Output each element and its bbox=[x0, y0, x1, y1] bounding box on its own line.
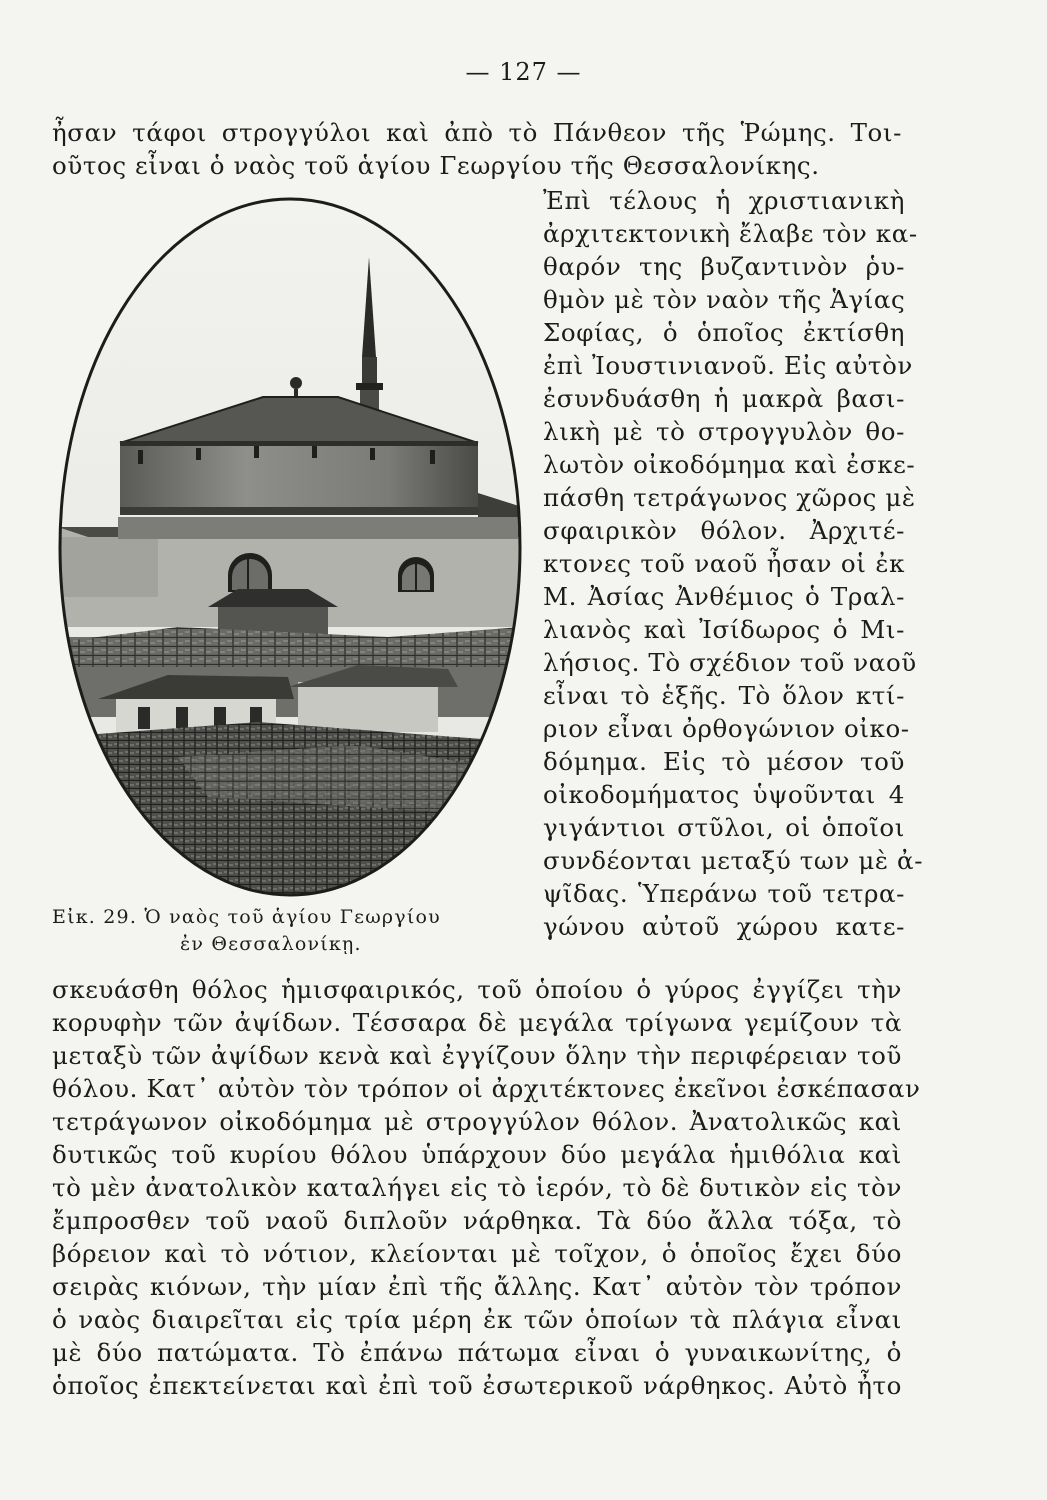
text-line: βόρειον καὶ τὸ νότιον, κλείονται μὲ τοῖχον, ὁ ὁποῖος ἔχει δύο bbox=[52, 1239, 902, 1268]
text-line: ὁ ναὸς διαιρεῖται εἰς τρία μέρη ἐκ τῶν ὁποίων τὰ πλάγια εἶναι bbox=[52, 1305, 902, 1334]
text-line: συνδέονται μεταξύ των μὲ ἀ- bbox=[543, 846, 924, 875]
text-line: δυτικῶς τοῦ κυρίου θόλου ὑπάρχουν δύο μεγάλα ἡμιθόλια καὶ bbox=[52, 1140, 902, 1169]
page-number: — 127 — bbox=[465, 58, 582, 86]
text-line: λήσιος. Τὸ σχέδιον τοῦ ναοῦ bbox=[543, 648, 917, 677]
text-line: λικὴ μὲ τὸ στρογγυλὸν θο- bbox=[543, 417, 905, 446]
text-line: ἔμπροσθεν τοῦ ναοῦ διπλοῦν νάρθηκα. Τὰ δύο ἄλλα τόξα, τὸ bbox=[52, 1206, 902, 1235]
text-line: μὲ δύο πατώματα. Τὸ ἐπάνω πάτωμα εἶναι ὁ γυναικωνίτης, ὁ bbox=[52, 1338, 902, 1367]
church-photograph bbox=[58, 197, 522, 897]
text-line: ἦσαν τάφοι στρογγύλοι καὶ ἀπὸ τὸ Πάνθεον τῆς Ῥώμης. Τοι- bbox=[52, 118, 902, 147]
text-line: θαρόν της βυζαντινὸν ῥυ- bbox=[543, 252, 905, 281]
text-line: θόλου. Κατ᾽ αὐτὸν τὸν τρόπον οἱ ἀρχιτέκτονες ἐκεῖνοι ἐσκέπασαν bbox=[52, 1074, 921, 1103]
text-line: σκευάσθη θόλος ἡμισφαιρικός, τοῦ ὁποίου ὁ γύρος ἐγγίζει τὴν bbox=[52, 975, 902, 1004]
text-line: λιανὸς καὶ Ἰσίδωρος ὁ Μι- bbox=[543, 615, 905, 644]
text-line: δόμημα. Εἰς τὸ μέσον τοῦ bbox=[543, 747, 905, 776]
text-line: ψῖδας. Ὑπεράνω τοῦ τετρα- bbox=[543, 879, 905, 908]
text-line: ἐπὶ Ἰουστινιανοῦ. Εἰς αὐτὸν bbox=[543, 351, 913, 380]
text-line: γώνου αὐτοῦ χώρου κατε- bbox=[543, 912, 905, 941]
text-line: κτονες τοῦ ναοῦ ἦσαν οἱ ἐκ bbox=[543, 549, 905, 578]
text-line: ἀρχιτεκτονικὴ ἔλαβε τὸν κα- bbox=[543, 219, 918, 248]
text-line: τὸ μὲν ἀνατολικὸν καταλήγει εἰς τὸ ἱερόν, τὸ δὲ δυτικὸν εἰς τὸν bbox=[52, 1173, 902, 1202]
text-line: οῦτος εἶναι ὁ ναὸς τοῦ ἁγίου Γεωργίου τῆς Θεσσαλονίκης. bbox=[52, 151, 820, 180]
text-line: ἐσυνδυάσθη ἡ μακρὰ βασι- bbox=[543, 384, 905, 413]
text-line: τετράγωνον οἰκοδόμημα μὲ στρογγύλον θόλον. Ἀνατολικῶς καὶ bbox=[52, 1107, 902, 1136]
text-line: θμὸν μὲ τὸν ναὸν τῆς Ἁγίας bbox=[543, 285, 906, 314]
text-line: Σοφίας, ὁ ὁποῖος ἐκτίσθη bbox=[543, 318, 905, 347]
text-line: ὁποῖος ἐπεκτείνεται καὶ ἐπὶ τοῦ ἐσωτερικοῦ νάρθηκος. Αὐτὸ ἦτο bbox=[52, 1371, 902, 1400]
text-line: λωτὸν οἰκοδόμημα καὶ ἐσκε- bbox=[543, 450, 916, 479]
hagios-georgios-rotunda-photo bbox=[58, 197, 522, 897]
text-line: πάσθη τετράγωνος χῶρος μὲ bbox=[543, 483, 916, 512]
text-line: εἶναι τὸ ἑξῆς. Τὸ ὅλον κτί- bbox=[543, 681, 905, 710]
text-line: μεταξὺ τῶν ἀψίδων κενὰ καὶ ἐγγίζουν ὅλην τὴν περιφέρειαν τοῦ bbox=[52, 1041, 902, 1070]
text-line: κορυφὴν τῶν ἀψίδων. Τέσσαρα δὲ μεγάλα τρίγωνα γεμίζουν τὰ bbox=[52, 1008, 902, 1037]
text-line: Ἐπὶ τέλους ἡ χριστιανικὴ bbox=[543, 186, 905, 215]
text-line: σειρὰς κιόνων, τὴν μίαν ἐπὶ τῆς ἄλλης. Κατ᾽ αὐτὸν τὸν τρόπον bbox=[52, 1272, 902, 1301]
text-line: γιγάντιοι στῦλοι, οἱ ὁποῖοι bbox=[543, 813, 905, 842]
text-line: σφαιρικὸν θόλον. Ἀρχιτέ- bbox=[543, 516, 905, 545]
text-line: οἰκοδομήματος ὑψοῦνται 4 bbox=[543, 780, 905, 809]
text-line: Μ. Ἀσίας Ἀνθέμιος ὁ Τραλ- bbox=[543, 582, 905, 611]
text-line: ριον εἶναι ὀρθογώνιον οἰκο- bbox=[543, 714, 910, 743]
figure-caption: Εἰκ. 29. Ὁ ναὸς τοῦ ἁγίου Γεωργίου bbox=[52, 906, 441, 928]
figure-caption-continuation: ἐν Θεσσαλονίκῃ. bbox=[180, 933, 362, 955]
